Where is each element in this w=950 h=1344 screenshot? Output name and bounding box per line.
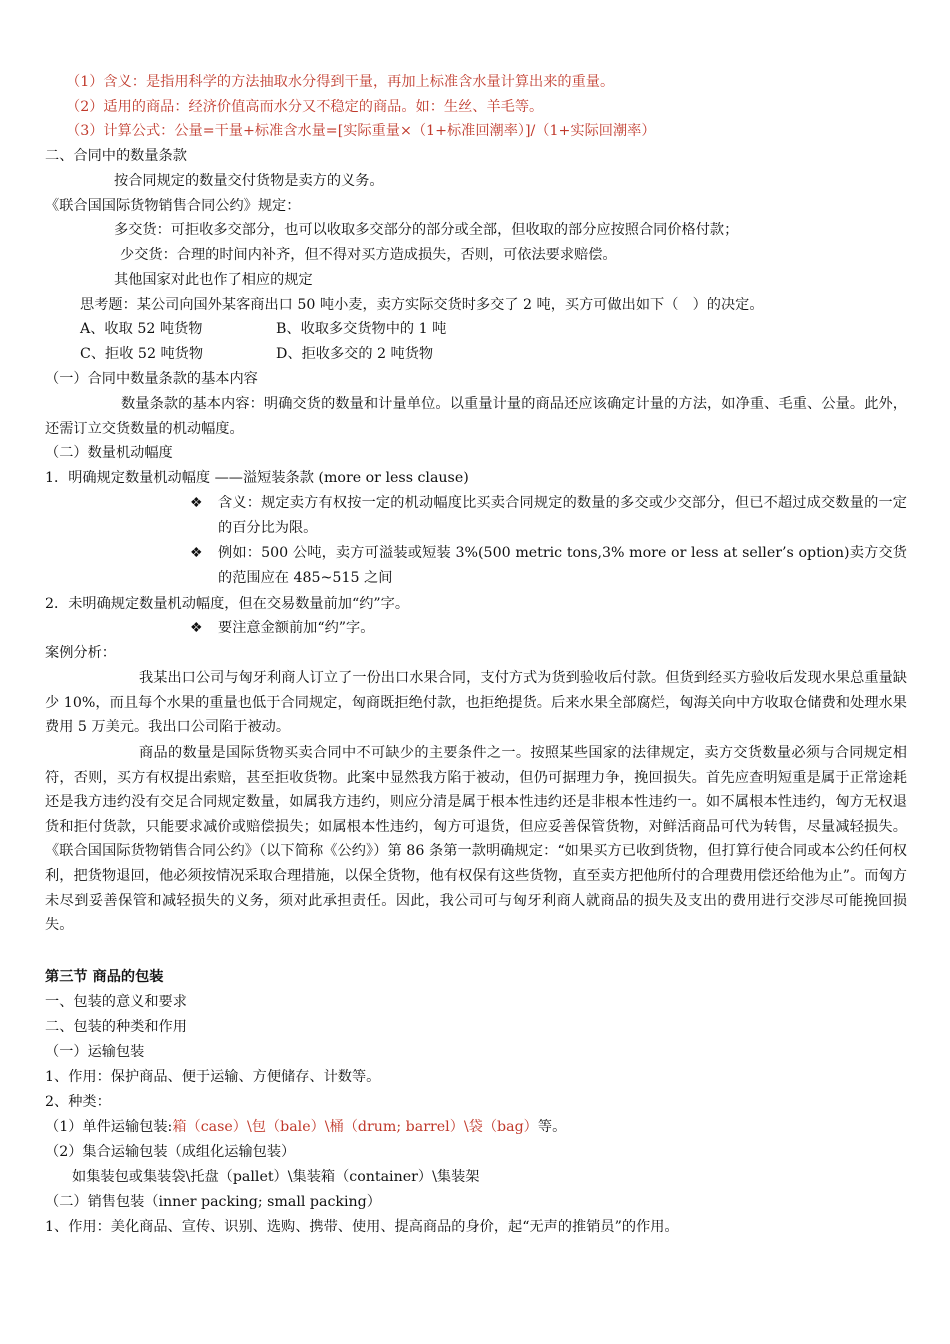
text-line: 1、作用：保护商品、便于运输、方便储存、计数等。 [45, 1069, 381, 1085]
subsection-heading: （二）数量机动幅度 [45, 445, 173, 461]
option-b: B、收取多交货物中的 1 吨 [276, 321, 447, 337]
bullet-text: 含义：规定卖方有权按一定的机动幅度比买卖合同规定的数量的多交或少交部分，但已不超过成交数量的一定的百分比为限。 [218, 495, 907, 536]
paragraph-text: 数量条款的基本内容：明确交货的数量和计量单位。以重量计量的商品还应该确定计量的方法，如净重、毛重、公量。此外，还需订立交货数量的机动幅度。 [45, 396, 907, 437]
text-line: 其他国家对此也作了相应的规定 [114, 272, 313, 288]
text-line: 《联合国国际货物销售合同公约》规定： [45, 198, 301, 214]
paragraph-case [45, 666, 907, 740]
definition-line: （1）含义：是指用科学的方法抽取水分得到干量，再加上标准含水量计算出来的重量。 [66, 74, 615, 90]
bullet-text: 例如：500 公吨，卖方可溢装或短装 3%(500 metric tons,3% more or less at seller’s option)卖方交货的范围应在 485~515 之间 [218, 545, 907, 586]
numbered-item: 2．未明确规定数量机动幅度，但在交易数量前加“约”字。 [45, 596, 410, 612]
bullet-item [190, 616, 907, 641]
section-heading-quantity-clause: 二、合同中的数量条款 [45, 148, 187, 164]
paragraph-basic-content [45, 392, 907, 441]
paragraph-text: 我某出口公司与匈牙利商人订立了一份出口水果合同，支付方式为货到验收后付款。但货到经买方验收后发现水果总重量缺少 10%，而且每个水果的重量也低于合同规定，匈商既拒绝付款，也拒绝提货。后来水果全部腐烂，匈海关向中方收取仓储费和处理水果费用 5 万美元。我出口公司陷于被动。 [45, 670, 907, 736]
bullet-item [190, 491, 907, 540]
subsection-heading: （二）销售包装（inner packing; small packing） [45, 1194, 381, 1210]
text-line: （2）集合运输包装（成组化运输包装） [45, 1144, 296, 1160]
chapter-section-title: 第三节 商品的包装 [45, 969, 164, 985]
diamond-bullet-icon: ❖ [190, 620, 203, 636]
text-line: 2、种类： [45, 1094, 111, 1110]
bullet-text: 要注意金额前加“约”字。 [218, 620, 375, 636]
text-line: 多交货：可拒收多交部分，也可以收取多交部分的部分或全部，但收取的部分应按照合同价格付款； [114, 222, 739, 238]
text-line: 少交货：合理的时间内补齐，但不得对买方造成损失，否则，可依法要求赔偿。 [120, 247, 617, 263]
bullet-item [190, 541, 907, 590]
formula-line: （3）计算公式：公量=干量+标准含水量=[实际重量×（1+标准回潮率）]/（1+实际回潮率） [66, 123, 656, 139]
text-line: 按合同规定的数量交付货物是卖方的义务。 [114, 173, 384, 189]
applicable-goods-line: （2）适用的商品：经济价值高而水分又不稳定的商品。如：生丝、羊毛等。 [66, 99, 544, 115]
numbered-item: 1．明确规定数量机动幅度 ——溢短装条款 (more or less clause) [45, 470, 469, 486]
option-d: D、拒收多交的 2 吨货物 [276, 346, 434, 362]
subsection-heading: （一）合同中数量条款的基本内容 [45, 371, 258, 387]
question-line: 思考题：某公司向国外某客商出口 50 吨小麦，卖方实际交货时多交了 2 吨，买方可做出如下（ ）的决定。 [80, 297, 764, 313]
paragraph-analysis [45, 741, 907, 938]
unit-packaging-suffix: 等。 [537, 1119, 567, 1135]
diamond-bullet-icon: ❖ [190, 495, 203, 511]
text-line: 1、作用：美化商品、宣传、识别、选购、携带、使用、提高商品的身价，起“无声的推销员”的作用。 [45, 1219, 679, 1235]
section-heading: 一、包装的意义和要求 [45, 994, 187, 1010]
unit-packaging-types: 箱（case）\包（bale）\桶（drum; barrel）\袋（bag） [172, 1119, 538, 1135]
diamond-bullet-icon: ❖ [190, 545, 203, 561]
option-a: A、收取 52 吨货物 [80, 321, 203, 337]
section-heading: 二、包装的种类和作用 [45, 1019, 187, 1035]
text-line: 如集装包或集装袋\托盘（pallet）\集装箱（container）\集装架 [72, 1169, 480, 1185]
unit-packaging-line [45, 1117, 566, 1137]
paragraph-text: 商品的数量是国际货物买卖合同中不可缺少的主要条件之一。按照某些国家的法律规定，卖方交货数量必须与合同规定相符，否则，买方有权提出索赔，甚至拒收货物。此案中显然我方陷于被动，但仍可据理力争，挽回损失。首先应查明短重是属于正常途耗还是我方违约没有交足合同规定数量，如属我方违约，则应分清是属于根本性违约还是非根本性违约一。如不属根本性违约，匈方无权退货和拒付货款，只能要求减价或赔偿损失；如属根本性违约，匈方可退货，但应妥善保管货物，对鲜活商品可代为转售，尽量减轻损失。《联合国国际货物销售合同公约》（以下简称《公约》）第 86 条第一款明确规定：“如果买方已收到货物，但打算行使合同或本公约任何权利，把货物退回，他必须按情况采取合理措施，以保全货物，他有权保有这些货物，直至卖方把他所付的合理费用偿还给他为止”。而匈方未尽到妥善保管和减轻损失的义务，须对此承担责任。因此，我公司可与匈牙利商人就商品的损失及支出的费用进行交涉尽可能挽回损失。 [45, 745, 907, 934]
option-c: C、拒收 52 吨货物 [80, 346, 204, 362]
case-analysis-heading: 案例分析： [45, 645, 116, 661]
subsection-heading: （一）运输包装 [45, 1044, 145, 1060]
unit-packaging-label: （1）单件运输包装: [45, 1119, 173, 1135]
